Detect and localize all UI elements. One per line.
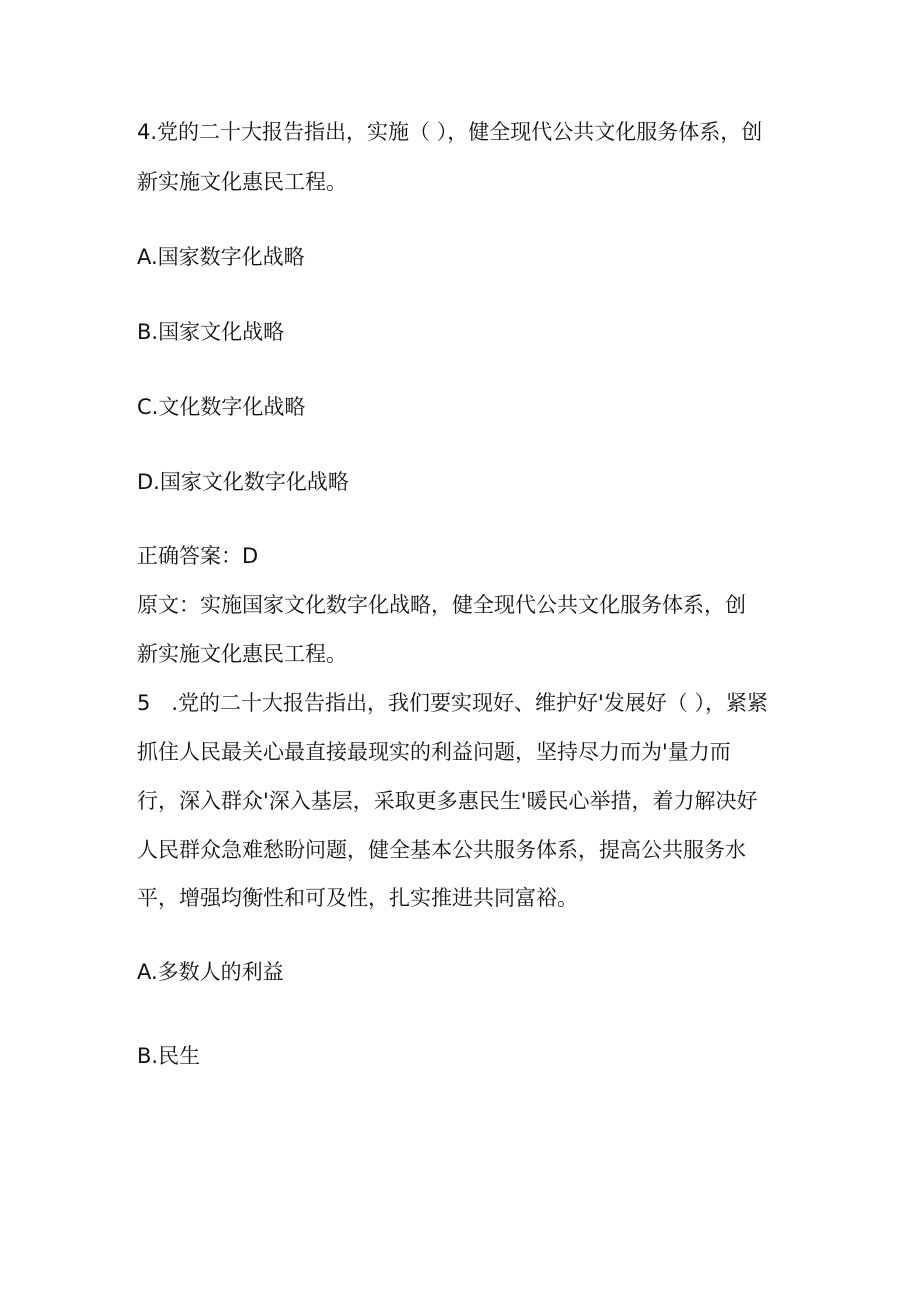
q5-stem-line-5: 平，增强均衡性和可及性，扎实推进共同富裕。: [137, 886, 578, 910]
q4-stem-line-2: 新实施文化惠民工程。: [137, 170, 347, 194]
q5-stem-line-1: 5 .党的二十大报告指出，我们要实现好、维护好'发展好（ ），紧紧: [137, 691, 768, 715]
q4-option-a: A.国家数字化战略: [137, 245, 305, 269]
q4-option-d: D.国家文化数字化战略: [137, 470, 349, 494]
q5-stem-line-4: 人民群众急难愁盼问题，健全基本公共服务体系，提高公共服务水: [137, 838, 746, 862]
q5-option-b: B.民生: [137, 1044, 201, 1068]
q5-option-a: A.多数人的利益: [137, 960, 284, 984]
q4-stem-line-1: 4.党的二十大报告指出，实施（ ），健全现代公共文化服务体系，创: [137, 120, 763, 144]
q5-stem-line-2: 抓住人民最关心最直接最现实的利益问题，坚持尽力而为'量力而: [137, 740, 731, 764]
q4-answer: 正确答案：D: [137, 544, 259, 568]
q4-source-line-2: 新实施文化惠民工程。: [137, 642, 347, 666]
q5-stem-line-3: 行，深入群众'深入基层，采取更多惠民生'暖民心举措，着力解决好: [137, 789, 758, 813]
q4-option-b: B.国家文化战略: [137, 320, 285, 344]
q4-source-line-1: 原文：实施国家文化数字化战略，健全现代公共文化服务体系，创: [137, 593, 746, 617]
q4-option-c: C.文化数字化战略: [137, 395, 306, 419]
